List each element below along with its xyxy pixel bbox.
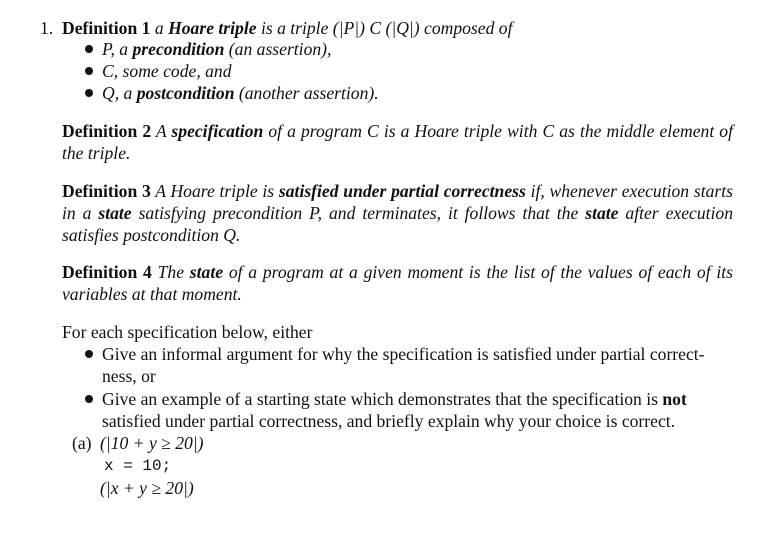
definition-3-term: satisfied under partial correctness <box>278 181 526 201</box>
definition-1-term: Hoare triple <box>168 18 257 38</box>
bullet-icon <box>85 89 93 97</box>
definition-4-label: Definition 4 <box>62 262 152 282</box>
item-number: 1. <box>40 18 54 38</box>
bullet-icon <box>85 350 93 358</box>
task-option-2-line-1: Give an example of a starting state which demonstrates that the specification is not <box>102 389 687 409</box>
definition-1-label: Definition 1 <box>62 18 151 38</box>
not-emphasis: not <box>662 389 687 409</box>
bullet-icon <box>85 45 93 53</box>
bullet-icon <box>85 67 93 75</box>
triple-p: (|P|) <box>332 18 365 38</box>
spec-a-label: (a) <box>72 433 92 453</box>
task-option-2-line-2: satisfied under partial correctness, and briefly explain why your choice is correct. <box>102 411 676 431</box>
spec-a-postcondition: (|x + y ≥ 20|) <box>100 478 194 498</box>
definition-1-bullet-precondition: P, a precondition (an assertion), <box>102 39 332 59</box>
task-option-1-line-1: Give an informal argument for why the specification is satisfied under partial correct- <box>102 344 705 364</box>
definition-1-bullet-code: C, some code, and <box>102 61 232 81</box>
task-intro: For each specification below, either <box>62 322 313 342</box>
definition-1-bullet-postcondition: Q, a postcondition (another assertion). <box>102 83 379 103</box>
definition-3: Definition 3 A Hoare triple is satisfied under partial correctness if, whenever execution starts in a state satisfying precondition P, and terminates, it follows that the state after execution satisfies postcondition Q. <box>62 181 733 245</box>
definition-2: Definition 2 A specification of a program C is a Hoare triple with C as the middle element of the triple. <box>62 121 733 163</box>
spec-a-code: x = 10; <box>104 457 172 475</box>
definition-4: Definition 4 The state of a program at a given moment is the list of the values of each of its variables at that moment. <box>62 262 733 304</box>
definition-3-label: Definition 3 <box>62 181 151 201</box>
definition-4-term: state <box>189 262 224 282</box>
definition-2-term: specification <box>171 121 264 141</box>
bullet-icon <box>85 395 93 403</box>
triple-q: (|Q|) <box>385 18 420 38</box>
spec-a-precondition: (|10 + y ≥ 20|) <box>100 433 204 453</box>
triple-c: C <box>369 18 382 38</box>
task-option-1-line-2: ness, or <box>102 366 156 386</box>
definition-1-heading: Definition 1 a Hoare triple is a triple (|P|) C (|Q|) composed of <box>62 18 513 38</box>
definition-2-label: Definition 2 <box>62 121 152 141</box>
